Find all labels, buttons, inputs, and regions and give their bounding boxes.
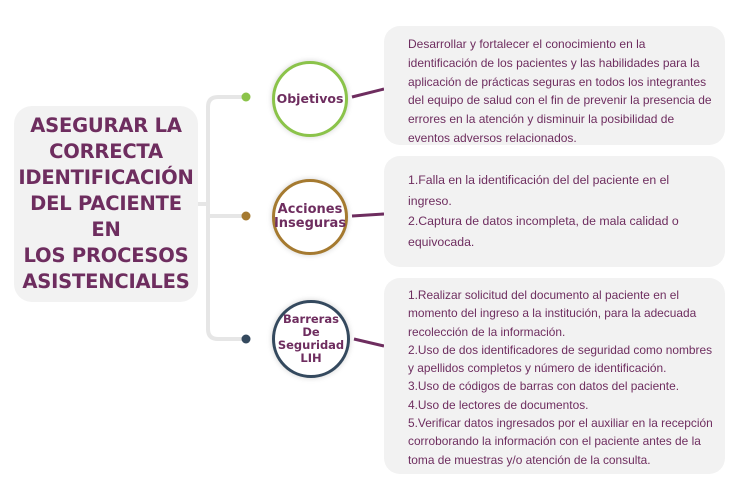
node-acciones-inseguras (272, 179, 348, 255)
node-barreras-label: Barreras De Seguridad LIH (277, 312, 345, 365)
main-title-line: CORRECTA (49, 140, 163, 163)
acciones-text-box (384, 156, 725, 267)
list-item: 3.Uso de códigos de barras con datos del paciente. (408, 379, 680, 394)
branch-dot-barreras (242, 335, 251, 344)
connector-acciones (352, 214, 384, 216)
main-topic-box (14, 106, 198, 302)
objetivos-text-box (384, 26, 725, 145)
barreras-text-box (384, 278, 725, 474)
list-item: 4.Uso de lectores de documentos. (408, 397, 589, 412)
node-acciones-label: Acciones Inseguras (273, 202, 347, 231)
node-barreras-seguridad (272, 300, 350, 378)
connector-objetivos (352, 89, 384, 97)
list-item: 1.Realizar solicitud del documento al paciente en el momento del ingreso a la institución, para la adecuada recolección de la información. (408, 288, 697, 339)
connector-barreras (354, 339, 384, 346)
main-title-line: ASISTENCIALES (22, 270, 190, 293)
list-item: 1.Falla en la identificación del del paciente en el ingreso. (408, 173, 670, 208)
objetivos-text: Desarrollar y fortalecer el conocimiento en la identificación de los pacientes y las habilidades para la aplicación de prácticas seguras en todos los integrantes del equipo de salud con el fin de prevenir la presencia de errores en la atención y disminuir la posibilidad de eventos adversos relacionados. (408, 37, 712, 145)
list-item: 2.Captura de datos incompleta, de mala calidad o equivocada. (408, 214, 679, 249)
node-objetivos-label: Objetivos (276, 91, 344, 106)
branch-dot-objetivos (242, 93, 251, 102)
main-title-line: ASEGURAR LA (30, 114, 182, 137)
branch-dot-acciones (242, 212, 251, 221)
main-title (16, 113, 196, 295)
main-title-line: DEL PACIENTE EN (30, 192, 182, 241)
list-item: 5.Verificar datos ingresados por el auxiliar en la recepción corroborando la información con el paciente antes de la toma de muestras y/o atención de la consulta. (408, 416, 713, 467)
main-title-line: LOS PROCESOS (23, 244, 189, 267)
node-objetivos (272, 61, 348, 137)
list-item: 2.Uso de dos identificadores de seguridad como nombres y apellidos completos y número de identificación. (408, 342, 713, 376)
main-title-line: IDENTIFICACIÓN (18, 166, 194, 189)
